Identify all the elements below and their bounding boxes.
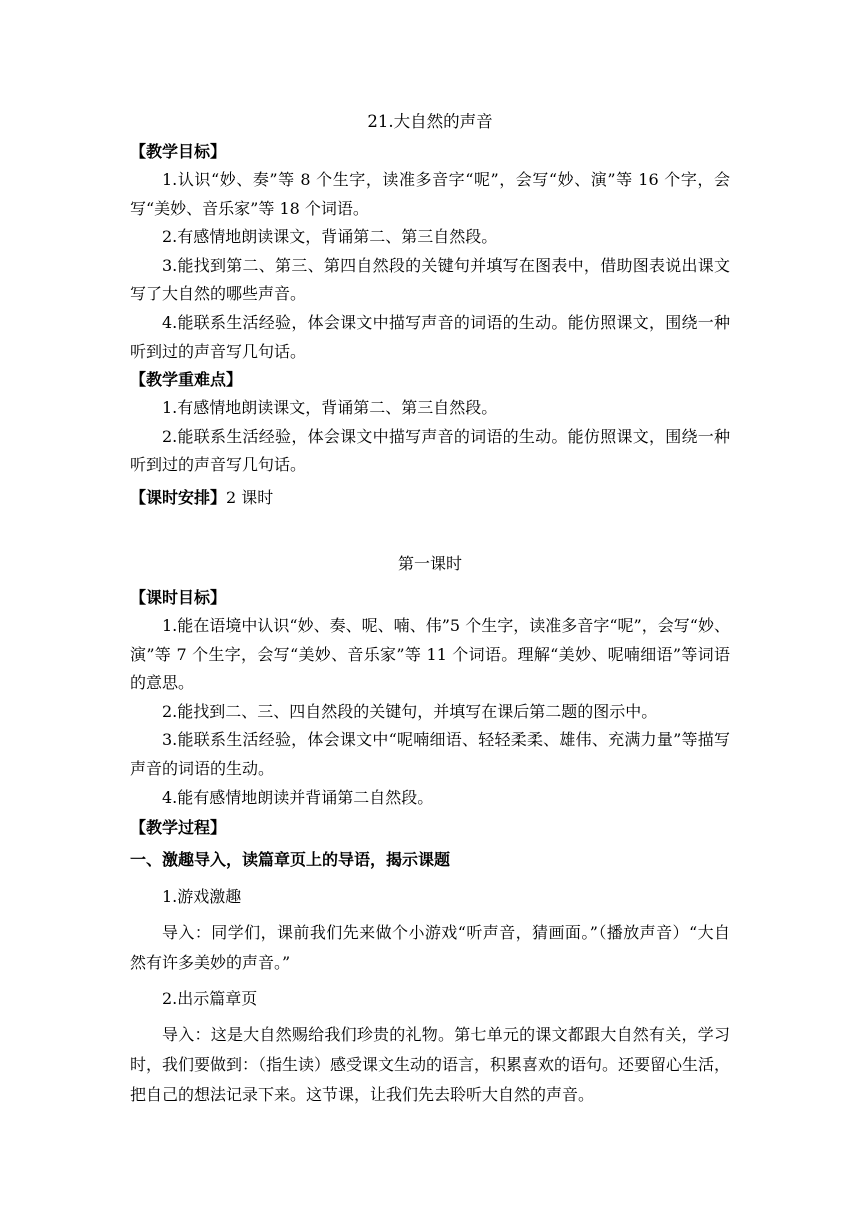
- objective-item: 3.能找到第二、第三、第四自然段的关键句并填写在图表中，借助图表说出课文写了大自然的哪些声音。: [130, 255, 730, 304]
- key-points-heading: 【教学重难点】: [130, 370, 243, 390]
- schedule-value: 2 课时: [226, 487, 274, 507]
- lesson-objective-item: 2.能找到二、三、四自然段的关键句，并填写在课后第二题的图示中。: [162, 701, 658, 721]
- section-heading: 一、激趣导入，读篇章页上的导语，揭示课题: [130, 850, 451, 870]
- objective-item: 2.有感情地朗读课文，背诵第二、第三自然段。: [162, 227, 498, 247]
- objectives-heading: 【教学目标】: [130, 142, 227, 161]
- key-point-item: 2.能联系生活经验，体会课文中描写声音的词语的生动。能仿照课文，围绕一种听到过的声音写几句话。: [130, 426, 730, 475]
- step-label: 2.出示篇章页: [162, 989, 258, 1009]
- schedule-heading: 【课时安排】: [130, 487, 227, 507]
- key-point-item: 1.有感情地朗读课文，背诵第二、第三自然段。: [162, 398, 498, 418]
- lesson-objective-item: 1.能在语境中认识“妙、奏、呢、喃、伟”5 个生字，读准多音字“呢”，会写“妙、演”等 7 个生字，会写“美妙、音乐家”等 11 个词语。理解“美妙、呢喃细语”等词语的意思。: [130, 615, 730, 693]
- spacer: [130, 512, 730, 542]
- lesson-objectives-heading: 【课时目标】: [130, 587, 227, 607]
- lesson-objective-item: 4.能有感情地朗读并背诵第二自然段。: [162, 787, 434, 807]
- document-title: 21.大自然的声音: [367, 112, 493, 131]
- step-text: 导入：同学们，课前我们先来做个小游戏“听声音，猜画面。”（播放声音）“大自然有许多美妙的声音。”: [130, 923, 730, 973]
- step-text: 导入：这是大自然赐给我们珍贵的礼物。第七单元的课文都跟大自然有关，学习时，我们要做到：（指生读）感受课文生动的语言，积累喜欢的语句。还要留心生活，把自己的想法记录下来。这节课，让我们先去聆听大自然的声音。: [130, 1025, 731, 1105]
- process-heading: 【教学过程】: [130, 818, 227, 838]
- step-label: 1.游戏激趣: [162, 887, 242, 907]
- objective-item: 1.认识“妙、奏”等 8 个生字，读准多音字“呢”，会写“妙、演”等 16 个字，会写“美妙、音乐家”等 18 个词语。: [130, 170, 730, 218]
- objective-item: 4.能联系生活经验，体会课文中描写声音的词语的生动。能仿照课文，围绕一种听到过的声音写几句话。: [130, 312, 730, 361]
- lesson-title: 第一课时: [397, 553, 462, 573]
- lesson-objective-item: 3.能联系生活经验，体会课文中“呢喃细语、轻轻柔柔、雄伟、充满力量”等描写声音的词语的生动。: [130, 730, 730, 778]
- schedule-line: [130, 484, 730, 512]
